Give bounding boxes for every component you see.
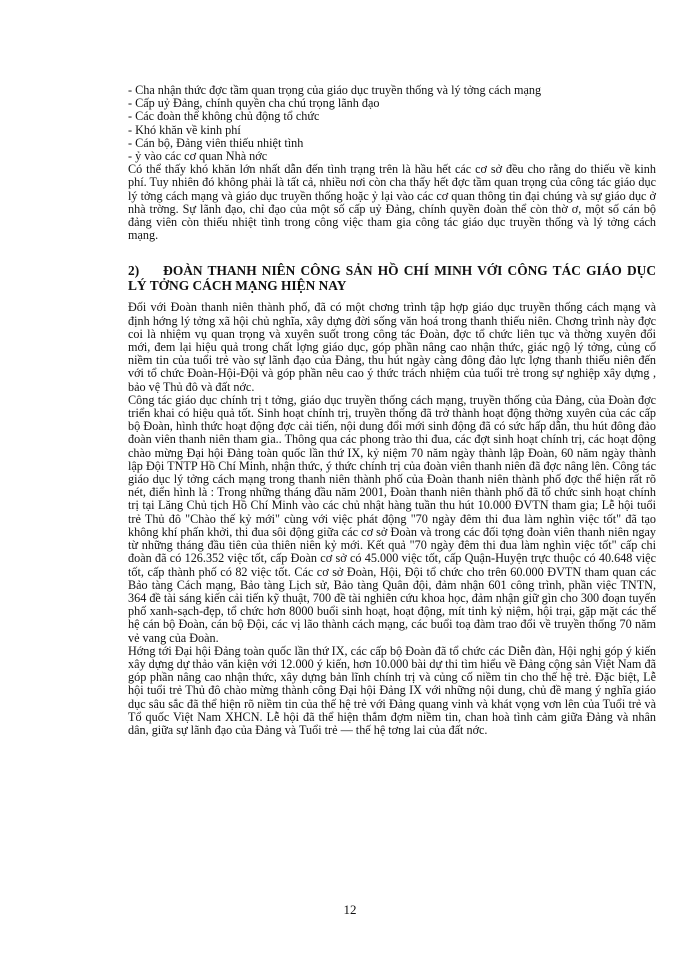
section-heading — [128, 264, 656, 293]
list-item: - Cha nhận thức đợc tầm quan trọng của giáo dục truyền thống và lý tởng cách mạng — [128, 83, 542, 97]
section-title: ĐOÀN THANH NIÊN CÔNG SẢN HỒ CHÍ MINH VỚI CÔNG TÁC GIÁO DỤC LÝ TỞNG CÁCH MẠNG HIỆN NAY — [128, 263, 656, 293]
section-number: 2) — [128, 263, 140, 279]
bullet-list — [128, 84, 656, 163]
paragraph: Hớng tới Đại hội Đảng toàn quốc lần thứ IX, các cấp bộ Đoàn đã tổ chức các Diễn đàn, Hội nghị góp ý kiến xây dựng dự thảo văn kiện với 12.000 ý kiến, hơn 10.000 bài dự thi tìm hiểu về Đảng cộng sản Việt Nam đã góp phần nâng cao nhận thức, xây dựng bản lĩnh chính trị và củng cố niềm tin cho thế hệ trẻ. Đặc biệt, Lễ hội tuổi trẻ Thủ đô chào mừng thành công Đại hội Đảng IX với những nội dung, chủ đề mang ý nghĩa giáo dục sâu sắc đã thể hiện rõ niềm tin của thế hệ trẻ với Đảng quang vinh và khát vọng vơn lên của Tuổi trẻ và Tổ quốc Việt Nam XHCN. Lễ hội đã thể hiện thắm đợm niềm tin, chan hoà tình cảm giữa Đảng và nhân dân, giữa sự lãnh đạo của Đảng và Tuổi trẻ — thế hệ tơng lai của đất nớc. — [128, 643, 656, 737]
list-item: - Cán bộ, Đảng viên thiếu nhiệt tình — [128, 135, 304, 150]
list-item: - ỷ vào các cơ quan Nhà nớc — [128, 149, 268, 164]
list-item: - Cấp uỷ Đảng, chính quyền cha chú trọng lãnh đạo — [128, 96, 380, 111]
page-number: 12 — [343, 902, 357, 917]
paragraph: Công tác giáo dục chính trị t tởng, giáo dục truyền thống cách mạng, truyền thống của Đảng, của Đoàn đợc triển khai có hiệu quả tốt. Sinh hoạt chính trị, truyền thống đã trở thành hoạt động thờng xuyên của các cấp bộ Đoàn, hình thức hoạt động đợc cải tiến, nội dung đổi mới sinh động đã có sức hấp dẫn, thu hút đông đảo đoàn viên thanh niên tham gia.. Thông qua các phong trào thi đua, các đợt sinh hoạt chính trị, các hoạt động chào mừng Đại hội Đảng toàn quốc lần thứ IX, kỷ niệm 70 năm ngày thành lập Đoàn, 60 năm ngày thành lập Đội TNTP Hồ Chí Minh, nhận thức, ý thức chính trị của đoàn viên thanh niên đã đợc nâng lên. Công tác giáo dục lý tởng cách mạng trong thanh niên thành phố của Đoàn thanh niên thành phố đợc thể hiện rất rõ nét, điển hình là : Trong những tháng đầu năm 2001, Đoàn thanh niên thành phố đã tổ chức sinh hoạt chính trị tại Lăng Chủ tịch Hồ Chí Minh vào các chủ nhật hàng tuần thu hút 10.000 ĐVTN tham gia; Lễ hội tuổi trẻ Thủ đô "Chào thế kỷ mới" cùng với việc phát động "70 ngày đêm thi đua làm nghìn việc tốt" đã tạo không khí phấn khởi, thi đua sôi động giữa các cơ sở Đoàn và trong các đối tợng đoàn viên thanh niên ngay từ những tháng đầu tiên của thiên niên kỷ mới. Kết quả "70 ngày đêm thi đua làm nghìn việc tốt" cấp chi đoàn đã có 126.352 việc tốt, cấp Đoàn cơ sở có 45.000 việc tốt, cấp Quận-Huyện trực thuộc có 40.648 việc tốt, cấp thành phố có 82 việc tốt. Các cơ sở Đoàn, Hội, Đội tổ chức cho trên 60.000 ĐVTN tham quan các Bảo tàng Cách mạng, Bảo tàng Lịch sử, Bảo tàng Quân đội, đảm nhận 601 công trình, phần việc TNTN, 364 đề tài sáng kiến cải tiến kỹ thuật, 700 đề tài nghiên cứu khoa học, đảm nhận giữ gìn cho 300 đoạn tuyến phố xanh-sạch-đẹp, tổ chức hơn 8000 buổi sinh hoạt, hoạt động, mít tinh kỷ niệm, hội trại, gặp mặt các thế hệ cán bộ Đoàn, cán bộ Đội, các vị lão thành cách mạng, các buổi toạ đàm trao đổi về truyền thống 70 năm vẻ vang của Đoàn. — [128, 392, 657, 645]
paragraph: Đối với Đoàn thanh niên thành phố, đã có một chơng trình tập hợp giáo dục truyền thống cách mạng và định hớng lý tởng xã hội chủ nghĩa, xây dựng đời sống văn hoá trong thanh thiếu niên. Chơng trình này đợc coi là nhiệm vụ quan trọng và xuyên suốt trong công tác Đoàn, đợc tổ chức liên tục và thờng xuyên đổi mới, đem lại hiệu quả trong chất lợng giáo dục, góp phần nâng cao nhận thức, giác ngộ lý tởng, củng cố niềm tin của tuổi trẻ vào sự lãnh đạo của Đảng, thu hút ngày càng đông đảo lực lợng thanh thiếu niên đến với tổ chức Đoàn-Hội-Đội và góp phần nêu cao ý thức trách nhiệm của tuổi trẻ trong sự nghiệp xây dựng , bảo vệ Thủ đô và đất nớc. — [128, 300, 656, 394]
list-item: - Khó khăn về kinh phí — [128, 122, 241, 137]
list-item: - Các đoàn thể không chủ động tổ chức — [128, 109, 320, 124]
paragraph: Có thể thấy khó khăn lớn nhất dẫn đến tình trạng trên là hầu hết các cơ sở đều cho rằng do thiếu về kinh phí. Tuy nhiên đó không phải là tất cả, nhiều nơi còn cha thấy hết đợc tầm quan trọng của công tác giáo dục lý tởng cách mạng và giáo dục truyền thống hoặc ỷ lại vào các cơ quan thông tin đại chúng và sự giáo dục ở nhà trờng. Sự lãnh đạo, chỉ đạo của một số cấp uỷ Đảng, chính quyền đoàn thể còn thờ ơ, một số cán bộ đảng viên còn thiếu nhiệt tình trong công việc tham gia công tác giáo dục truyền thống và lý tởng cách mạng. — [128, 162, 656, 243]
document-body — [128, 84, 656, 737]
